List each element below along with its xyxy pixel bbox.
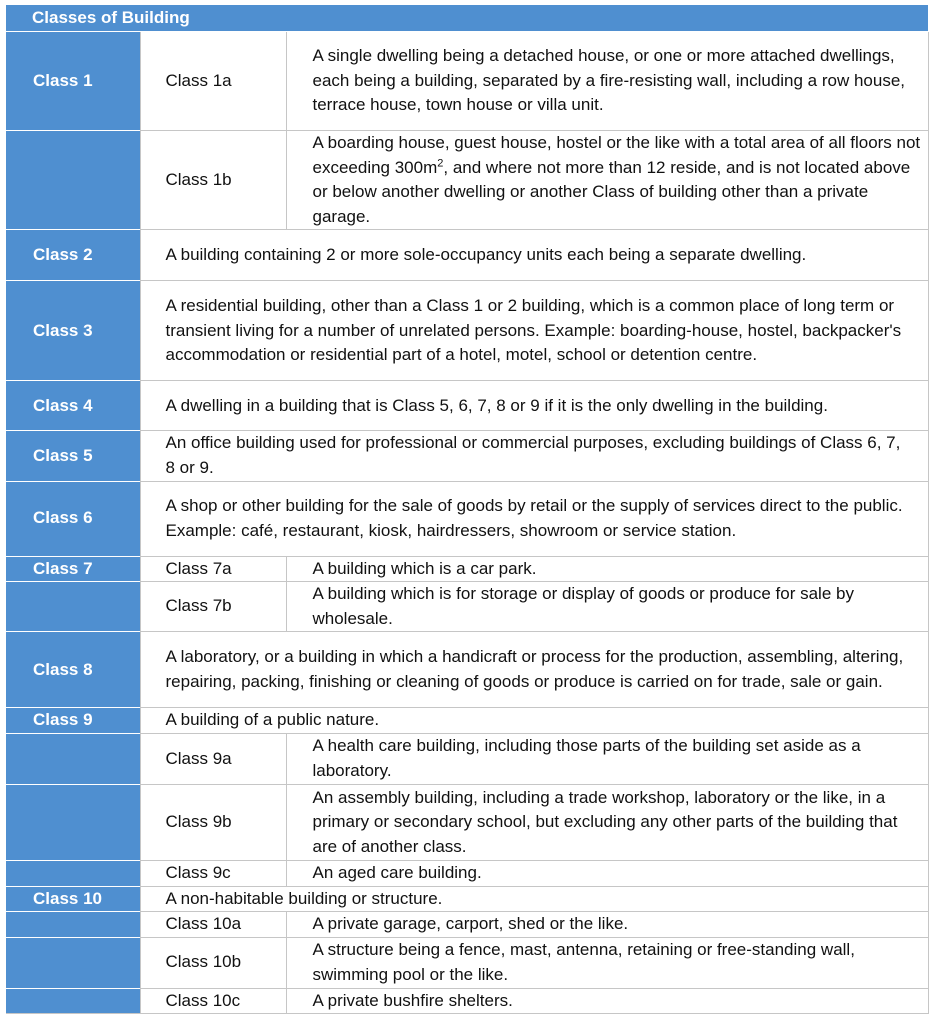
subclass-label: Class 1a: [140, 32, 286, 131]
class-description: A building which is a car park.: [286, 556, 928, 582]
class-label: Class 6: [6, 481, 140, 556]
class-label-empty: [6, 860, 140, 886]
class-label-empty: [6, 733, 140, 784]
class-label-empty: [6, 912, 140, 938]
table-row: [6, 481, 928, 556]
class-description: A laboratory, or a building in which a handicraft or process for the production, assembling, altering, repairing, packing, finishing or cleaning of goods or produce is carried on for trade, sale or gain.: [140, 632, 928, 708]
class-label: Class 4: [6, 381, 140, 431]
class-description: A building which is for storage or display of goods or produce for sale by wholesale.: [286, 582, 928, 632]
class-label: Class 5: [6, 431, 140, 481]
class-description: A private garage, carport, shed or the like.: [286, 912, 928, 938]
table-row: [6, 912, 928, 938]
table-row: [6, 733, 928, 784]
class-label: Class 1: [6, 32, 140, 131]
table-row: [6, 632, 928, 708]
subclass-label: Class 10a: [140, 912, 286, 938]
class-label-empty: [6, 784, 140, 860]
class-description: A dwelling in a building that is Class 5, 6, 7, 8 or 9 if it is the only dwelling in the building.: [140, 381, 928, 431]
table-title: Classes of Building: [6, 5, 928, 32]
table-row: [6, 281, 928, 381]
table-row: [6, 988, 928, 1014]
subclass-label: Class 7b: [140, 582, 286, 632]
subclass-label: Class 10b: [140, 937, 286, 988]
class-description: An office building used for professional or commercial purposes, excluding buildings of Class 6, 7, 8 or 9.: [140, 431, 928, 481]
table-row: [6, 230, 928, 281]
class-description: A residential building, other than a Class 1 or 2 building, which is a common place of long term or transient living for a number of unrelated persons. Example: boarding-house, hostel, backpacker's accommodation or residential part of a hotel, motel, school or detention centre.: [140, 281, 928, 381]
class-label-empty: [6, 131, 140, 230]
class-description: A private bushfire shelters.: [286, 988, 928, 1014]
table-row: [6, 556, 928, 582]
class-label: Class 2: [6, 230, 140, 281]
class-description: A building of a public nature.: [140, 708, 928, 734]
class-description: A structure being a fence, mast, antenna, retaining or free-standing wall, swimming pool or the like.: [286, 937, 928, 988]
superscript: 2: [437, 156, 444, 169]
table-row: [6, 431, 928, 481]
building-classes-table: [6, 5, 929, 1014]
class-label-empty: [6, 582, 140, 632]
table-row: [6, 860, 928, 886]
class-description: A building containing 2 or more sole-occupancy units each being a separate dwelling.: [140, 230, 928, 281]
class-label-empty: [6, 937, 140, 988]
class-label: Class 8: [6, 632, 140, 708]
table-row: [6, 784, 928, 860]
class-description: A single dwelling being a detached house, or one or more attached dwellings, each being a building, separated by a fire-resisting wall, including a row house, terrace house, town house or villa unit.: [286, 32, 928, 131]
subclass-label: Class 9b: [140, 784, 286, 860]
table-row: [6, 131, 928, 230]
class-description: An assembly building, including a trade workshop, laboratory or the like, in a primary or secondary school, but excluding any other parts of the building that are of another class.: [286, 784, 928, 860]
table-row: [6, 32, 928, 131]
subclass-label: Class 9a: [140, 733, 286, 784]
table-row: [6, 708, 928, 734]
description-text: A boarding house, guest house, hostel or the like with a total area of all floors not exceeding 300m: [312, 133, 921, 177]
class-description: A health care building, including those parts of the building set aside as a laboratory.: [286, 733, 928, 784]
table-row: [6, 381, 928, 431]
class-label-empty: [6, 988, 140, 1014]
class-description: An aged care building.: [286, 860, 928, 886]
subclass-label: Class 7a: [140, 556, 286, 582]
subclass-label: Class 9c: [140, 860, 286, 886]
class-label: Class 7: [6, 556, 140, 582]
class-description: A non-habitable building or structure.: [140, 886, 928, 912]
description-text: , and where not more than 12 reside, and is not located above or below another dwelling or another Class of building other than a private garage.: [312, 157, 911, 226]
table-row: [6, 582, 928, 632]
subclass-label: Class 1b: [140, 131, 286, 230]
class-label: Class 3: [6, 281, 140, 381]
class-description: [286, 131, 928, 230]
class-description: A shop or other building for the sale of goods by retail or the supply of services direct to the public. Example: café, restaurant, kiosk, hairdressers, showroom or service station.: [140, 481, 928, 556]
class-label: Class 9: [6, 708, 140, 734]
subclass-label: Class 10c: [140, 988, 286, 1014]
class-label: Class 10: [6, 886, 140, 912]
table-row: [6, 937, 928, 988]
table-header-row: [6, 5, 928, 32]
table-row: [6, 886, 928, 912]
